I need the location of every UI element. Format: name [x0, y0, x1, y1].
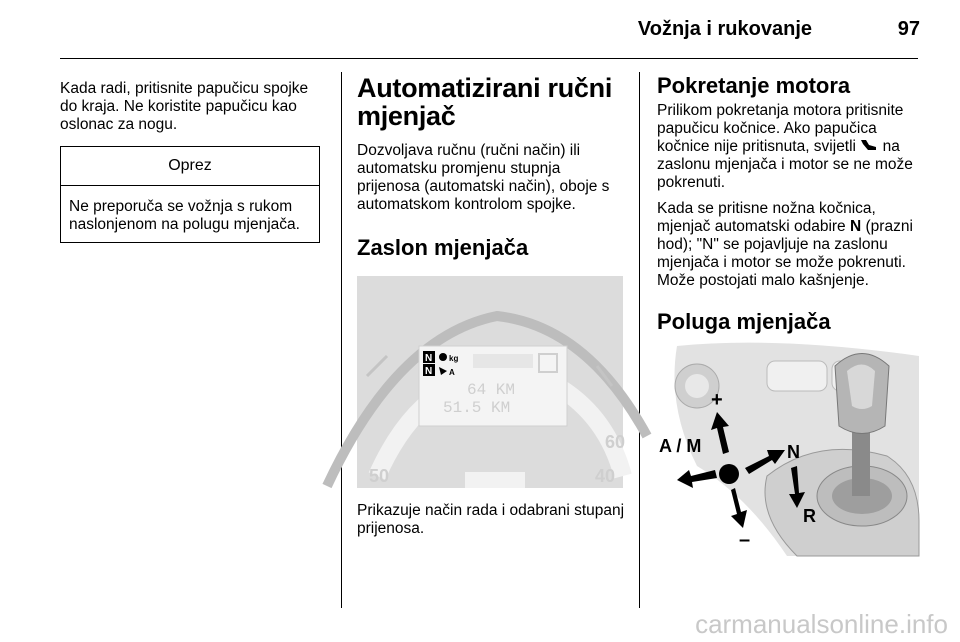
- engine-start-paragraph-2: [657, 200, 922, 290]
- caution-box: [60, 146, 320, 243]
- label-am: A / M: [659, 436, 702, 456]
- instrument-cluster-illustration: [357, 276, 626, 488]
- column-divider-left: [341, 72, 342, 608]
- foot-on-brake-icon: [860, 138, 878, 152]
- display-line-1: 64 KM: [467, 381, 516, 399]
- label-plus: +: [711, 389, 723, 411]
- display-caption: Prikazuje način rada i odabrani stupanj prijenosa.: [357, 502, 625, 537]
- gearbox-intro-paragraph: Dozvoljava ručnu (ručni način) ili automatsku promjenu stupnja prijenosa (automatski način), oboje s automatskom kontrolom spojke.: [357, 142, 610, 213]
- gauge-label-40: 40: [595, 466, 616, 486]
- section-heading-automated-gearbox: Automatizirani ručni mjenjač: [357, 73, 613, 131]
- gear-status-icon: [439, 353, 447, 361]
- column-1: [60, 80, 325, 243]
- gearbox-display-figure: [357, 276, 626, 488]
- subheading-gearbox-display: Zaslon mjenjača: [357, 235, 529, 260]
- display-mode-n-top: N: [425, 353, 433, 364]
- display-mode-n-bottom: N: [425, 366, 433, 377]
- column-3: [657, 74, 922, 556]
- display-unit-kg: kg: [449, 354, 459, 363]
- column-2: [357, 74, 625, 546]
- engine-start-text-d: (prazni hod); "N" se pojavljuje na zaslonu mjenjača i motor se može pokrenuti. Može postojati malo kašnjenje.: [657, 218, 913, 289]
- gate-center-dot: [719, 464, 739, 484]
- subheading-gear-lever: Poluga mjenjača: [657, 309, 831, 334]
- caution-text: Ne preporuča se vožnja s rukom naslonjenom na polugu mjenjača.: [69, 198, 300, 233]
- label-r: R: [803, 506, 816, 526]
- section-heading-engine-start: Pokretanje motora: [657, 73, 851, 98]
- column-divider-right: [639, 72, 640, 608]
- running-header-title: Vožnja i rukovanje: [637, 18, 812, 40]
- label-minus: –: [739, 529, 751, 551]
- gauge-label-50: 50: [369, 466, 390, 486]
- arrow-am: [677, 470, 717, 488]
- gear-lever-figure: [657, 346, 919, 556]
- gear-lever-illustration: [657, 346, 919, 556]
- caution-title: Oprez: [61, 147, 319, 186]
- engine-start-paragraph-1: [657, 102, 922, 192]
- watermark: carmanualsonline.info: [695, 609, 948, 639]
- label-n: N: [787, 442, 800, 462]
- display-mode-a: A: [449, 368, 455, 377]
- neutral-gear-letter: N: [850, 218, 862, 235]
- page-number: 97: [897, 18, 920, 40]
- engine-start-text-b: na zaslonu mjenjača i motor se ne može pokrenuti.: [657, 138, 913, 191]
- clutch-paragraph: Kada radi, pritisnite papučicu spojke do kraja. Ne koristite papučicu kao oslonac za nogu.: [60, 80, 309, 133]
- display-line-2: 51.5 KM: [443, 399, 511, 417]
- gauge-label-60: 60: [605, 432, 626, 452]
- header-rule: [60, 58, 918, 59]
- engine-start-text-a: Prilikom pokretanja motora pritisnite papučicu kočnice. Ako papučica kočnice nije pritisnuta, svijetli: [657, 102, 904, 155]
- engine-start-text-c: Kada se pritisne nožna kočnica, mjenjač automatski odabire: [657, 200, 876, 235]
